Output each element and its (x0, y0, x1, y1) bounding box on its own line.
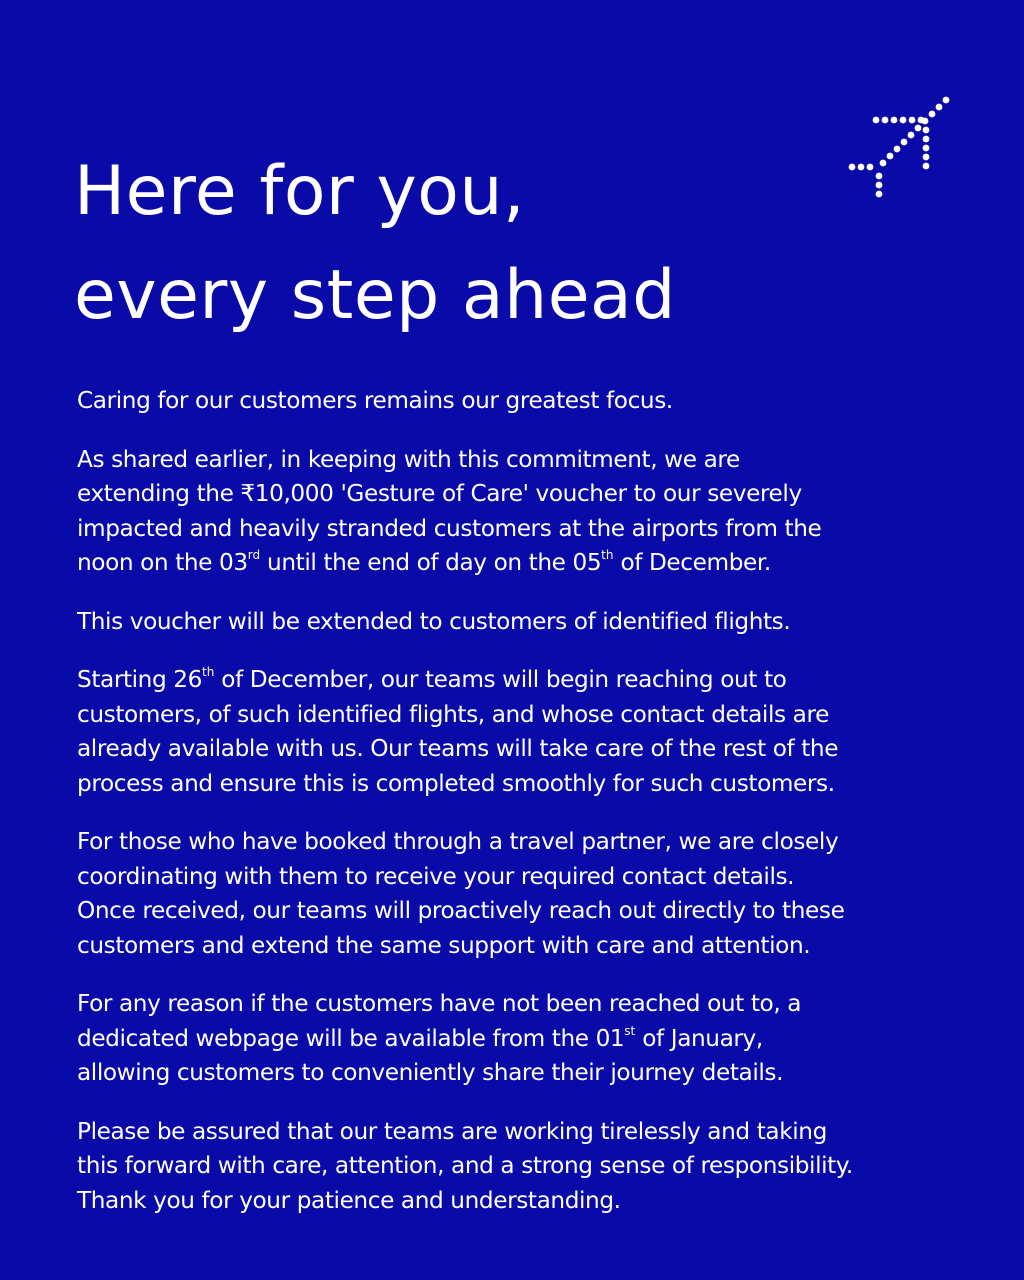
line-text: until the end of day on the 05 (260, 549, 602, 576)
paragraph-voucher (77, 443, 957, 581)
paragraph-line: impacted and heavily stranded customers at the airports from the (77, 514, 822, 542)
paragraph-line: As shared earlier, in keeping with this commitment, we are (77, 445, 740, 473)
paragraph-line: customers, of such identified flights, and whose contact details are (77, 700, 829, 728)
line-text: of January, (635, 1024, 763, 1052)
line-text: Starting 26 (77, 666, 202, 693)
headline-line-2: every step ahead (74, 256, 676, 335)
paragraph-line: extending the ₹10,000 'Gesture of Care' voucher to our severely (77, 480, 802, 507)
line-text: of December. (613, 549, 771, 576)
paragraph-travel-partner (77, 825, 957, 963)
paragraph-closing (77, 1115, 957, 1219)
paragraph-line: already available with us. Our teams will take care of the rest of the (77, 735, 839, 762)
paragraph-line: coordinating with them to receive your required contact details. (77, 862, 795, 890)
line-text: noon on the 03 (77, 549, 248, 576)
headline (74, 140, 676, 348)
paragraph-line: allowing customers to conveniently share their journey details. (77, 1059, 784, 1086)
paragraph-line (77, 663, 957, 698)
paragraph-identified-flights (77, 605, 957, 640)
dotted-plane-logo-icon (846, 96, 950, 200)
paragraph-line: Please be assured that our teams are working tirelessly and taking (77, 1117, 827, 1145)
paragraph-line: This voucher will be extended to customers of identified flights. (77, 607, 791, 635)
line-text: dedicated webpage will be available from the 01 (77, 1024, 625, 1052)
paragraph-line: Thank you for your patience and understanding. (77, 1186, 621, 1214)
statement-body (77, 384, 957, 1242)
paragraph-webpage (77, 987, 957, 1091)
paragraph-line: For any reason if the customers have not been reached out to, a (77, 990, 802, 1017)
paragraph-line: process and ensure this is completed smoothly for such customers. (77, 769, 835, 797)
ordinal-suffix: st (624, 1023, 636, 1038)
ordinal-suffix: th (201, 665, 215, 679)
headline-line-1: Here for you, (74, 152, 526, 231)
paragraph-focus (77, 384, 957, 419)
paragraph-line (77, 1022, 957, 1057)
ordinal-suffix: th (601, 548, 614, 562)
paragraph-line: Caring for our customers remains our greatest focus. (77, 387, 673, 414)
paragraph-outreach (77, 663, 957, 801)
paragraph-line: Once received, our teams will proactively reach out directly to these (77, 897, 845, 924)
line-text: of December, our teams will begin reaching out to (214, 666, 787, 693)
ordinal-suffix: rd (247, 548, 261, 562)
paragraph-line: customers and extend the same support with care and attention. (77, 931, 811, 959)
paragraph-line: For those who have booked through a travel partner, we are closely (77, 828, 839, 855)
paragraph-line: this forward with care, attention, and a strong sense of responsibility. (77, 1152, 853, 1179)
paragraph-line (77, 546, 957, 581)
